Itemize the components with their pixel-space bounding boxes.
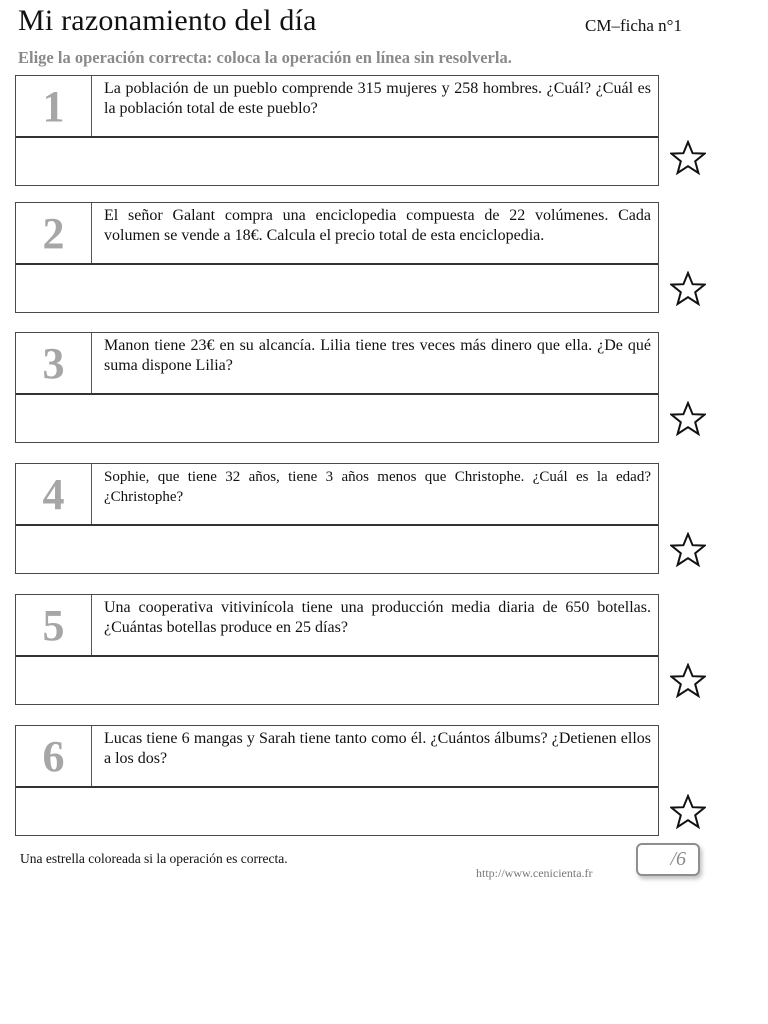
problem-text: La población de un pueblo comprende 315 mujeres y 258 hombres. ¿Cuál? ¿Cuál es la población total de este pueblo? (104, 80, 651, 117)
problem-number: 3 (16, 333, 92, 393)
answer-field-6[interactable] (16, 788, 658, 835)
problem-card-5 (15, 594, 659, 705)
answer-field-1[interactable] (16, 138, 658, 185)
problem-text: Manon tiene 23€ en su alcancía. Lilia tiene tres veces más dinero que ella. ¿De qué suma dispone Lilia? (104, 337, 651, 374)
footer-note: Una estrella coloreada si la operación es correcta. (20, 851, 288, 866)
problem-card-2 (15, 202, 659, 313)
problem-statement-row (16, 726, 658, 788)
problem-card-4 (15, 463, 659, 574)
answer-field-5[interactable] (16, 657, 658, 704)
star-icon[interactable] (670, 271, 706, 307)
problem-number: 2 (16, 203, 92, 263)
answer-field-4[interactable] (16, 526, 658, 573)
problem-text: Sophie, que tiene 32 años, tiene 3 años menos que Christophe. ¿Cuál es la edad? ¿Christophe? (104, 469, 651, 505)
score-box (636, 843, 700, 876)
star-icon[interactable] (670, 663, 706, 699)
answer-field-3[interactable] (16, 395, 658, 442)
problem-card-6 (15, 725, 659, 836)
score-total: /6 (670, 848, 686, 870)
instruction-text: Elige la operación correcta: coloca la operación en línea sin resolverla. (18, 48, 512, 67)
source-url: http://www.cenicienta.fr (476, 866, 593, 880)
problem-statement-row (16, 76, 658, 138)
problem-number: 1 (16, 76, 92, 136)
problem-text: Lucas tiene 6 mangas y Sarah tiene tanto como él. ¿Cuántos álbums? ¿Detienen ellos a los dos? (104, 730, 651, 767)
problem-statement-row (16, 333, 658, 395)
problem-statement-row (16, 203, 658, 265)
problem-statement-row (16, 595, 658, 657)
page-title: Mi razonamiento del día (18, 4, 317, 37)
problem-statement-row (16, 464, 658, 526)
star-icon[interactable] (670, 140, 706, 176)
problem-number: 5 (16, 595, 92, 655)
answer-field-2[interactable] (16, 265, 658, 312)
problem-text: El señor Galant compra una enciclopedia compuesta de 22 volúmenes. Cada volumen se vende a 18€. Calcula el precio total de esta enciclopedia. (104, 207, 651, 244)
problem-number: 6 (16, 726, 92, 786)
problem-number: 4 (16, 464, 92, 524)
problem-card-3 (15, 332, 659, 443)
problem-card-1 (15, 75, 659, 186)
worksheet-id: CM–ficha n°1 (585, 16, 682, 35)
star-icon[interactable] (670, 401, 706, 437)
problem-text: Una cooperativa vitivinícola tiene una producción media diaria de 650 botellas. ¿Cuántas botellas produce en 25 días? (104, 599, 651, 636)
star-icon[interactable] (670, 532, 706, 568)
star-icon[interactable] (670, 794, 706, 830)
